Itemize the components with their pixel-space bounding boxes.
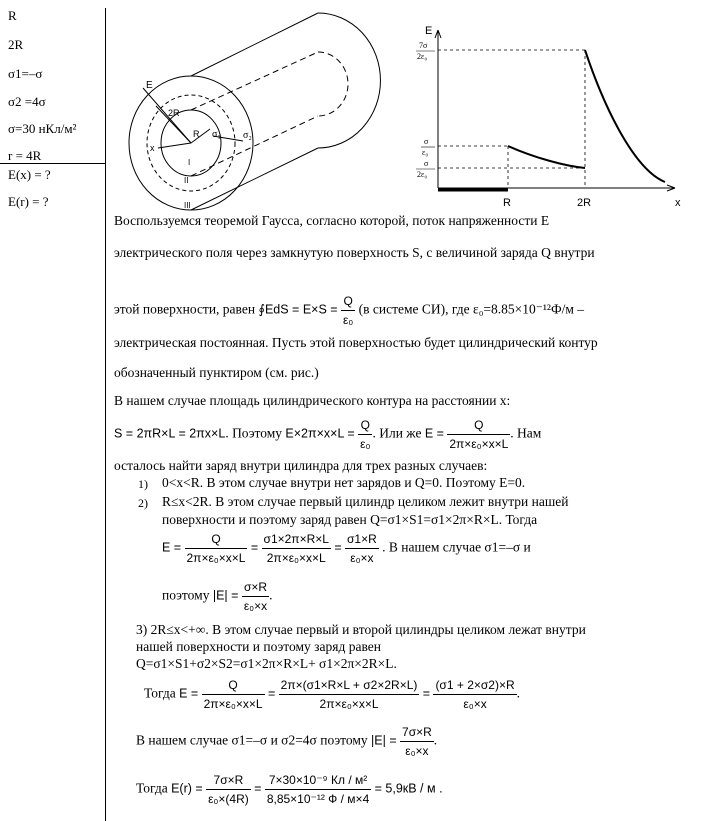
- graph-level-top-num: 7σ: [419, 41, 428, 50]
- graph-level-low-den: 2ε₀: [417, 170, 428, 179]
- case2-line3: E = $\frac{Q}{\text{2π×ε₀×x×L}}$ = $\frac{\sigma 1\times 2\pi\times R\times L}{\text{2π×ε₀×x×L}}$ = $\frac{\sigma 1\times R}{\text{ε₀×x}}$ . В нашем случае σ1=–σ и: [162, 532, 531, 565]
- case3-frac2-den: 2π×ε₀×x×L: [319, 697, 379, 711]
- para1-line5: обозначенный пунктиром (см. рис.): [114, 365, 319, 380]
- field-graph: [405, 20, 705, 210]
- field-fraction: [447, 416, 510, 453]
- fig-label-sigma1: σ₁: [212, 129, 221, 140]
- case2-line4: поэтому |E| = $\frac{\sigma\times R}{\text{ε₀×x}}$ .: [162, 580, 273, 613]
- case3-abs-frac-den: ε₀×x: [405, 744, 429, 758]
- gauss-fraction: [341, 292, 355, 329]
- field-frac-num: Q: [447, 416, 510, 435]
- case2-line3-end: . В нашем случае σ1=–σ и: [382, 539, 531, 555]
- graph-level-top-den: 2ε₀: [417, 52, 428, 61]
- case2-abs-frac-num: σ×R: [242, 578, 269, 597]
- given-r: r = 4R: [8, 148, 42, 163]
- graph-tick-R: R: [503, 197, 511, 209]
- gauss-frac-den: ε₀: [342, 313, 354, 327]
- case2-therefore: поэтому: [162, 587, 210, 603]
- case3-line5: В нашем случае σ1=–σ и σ2=4σ поэтому |E| = $\frac{7\sigma\times R}{\text{ε₀×x}}$ .: [136, 725, 438, 758]
- case3-line1: 3) 2R≤x<+∞. В этом случае первый и второй цилиндры целиком лежат внутри: [136, 622, 586, 637]
- case2-abs-frac-den: ε₀×x: [243, 599, 268, 613]
- para2-line2: [114, 416, 704, 453]
- fig-label-III: III: [184, 201, 191, 210]
- para2-or: . Или же: [372, 425, 422, 441]
- para1-line1: Воспользуемся теоремой Гаусса, согласно которой, поток напряженности E: [114, 213, 550, 228]
- case3-then: Тогда: [144, 685, 176, 701]
- case2-frac1: [185, 530, 248, 567]
- case2-frac1-num: Q: [185, 530, 248, 549]
- case2-line1: R≤x<2R. В этом случае первый цилиндр целиком лежит внутри нашей: [162, 494, 569, 509]
- field-frac-den: 2π×ε₀×x×L: [449, 437, 509, 451]
- area-formula: S = 2πR×L = 2πx×L: [114, 426, 226, 441]
- flux-fraction: [358, 416, 372, 453]
- field-E-label: E =: [424, 426, 444, 441]
- given-sigma1: σ1=–σ: [8, 66, 43, 81]
- fig-label-R: R: [193, 129, 200, 139]
- fig-label-E: E: [146, 80, 153, 91]
- case3-then-final: Тогда: [136, 780, 168, 796]
- para2-because: . Поэтому: [225, 425, 283, 441]
- case2-frac3-den: ε₀×x: [350, 551, 374, 565]
- flux-frac-num: Q: [358, 416, 372, 435]
- cylinder-figure: [118, 8, 398, 213]
- case3-frac3-num: (σ1 + 2×σ2)×R: [433, 676, 516, 695]
- case3-line6: Тогда E(r) = $\frac{7\sigma\times R}{\text{ε₀×(4R)}}$ = $\frac{\text{7×30×10⁻⁹ Кл / м²}}{\text{8,85×10⁻¹² Ф / м×4}}$ = 5,9кВ / м .: [136, 773, 443, 806]
- case3-line4: Тогда E = $\frac{Q}{\text{2π×ε₀×x×L}}$ = $\frac{2\pi\times(\sigma 1\times R\times L + \sigma 2\times 2R\times L)}{\text{2π×ε₀×x×L}}$ = $\frac{(\sigma 1 + 2\times\sigma 2)\times R}{\text{ε₀×x}}$ .: [144, 678, 520, 711]
- case3-E-label: E =: [179, 686, 199, 701]
- case2-E-label: E =: [162, 540, 182, 555]
- final-frac1-num: 7σ×R: [206, 771, 251, 790]
- case1-number: 1): [138, 477, 148, 491]
- graph-level-low-num: σ: [424, 159, 429, 168]
- fig-label-II: II: [184, 176, 189, 185]
- final-frac2-den: 8,85×10⁻¹² Ф / м×4: [266, 792, 370, 806]
- graph-tick-2R: 2R: [577, 197, 592, 209]
- given-R: R: [8, 8, 17, 23]
- case3-frac1-den: 2π×ε₀×x×L: [203, 697, 263, 711]
- case3-line3: Q=σ1×S1+σ2×S2=σ1×2π×R×L+ σ1×2π×2R×L.: [136, 656, 397, 671]
- case2-number: 2): [138, 496, 148, 510]
- fig-label-I: I: [188, 158, 191, 167]
- para1-line4: электрическая постоянная. Пусть этой поверхностью будет цилиндрический контур: [114, 335, 598, 350]
- case3-line2: нашей поверхности и поэтому заряд равен: [136, 639, 381, 654]
- case3-abs-frac-num: 7σ×R: [400, 723, 434, 742]
- case3-frac2: [279, 676, 420, 713]
- case2-frac3: [345, 530, 379, 567]
- case3-frac3: [433, 676, 516, 713]
- case2-frac2: [262, 530, 331, 567]
- para1-line3: [114, 292, 704, 329]
- para2-end: . Нам: [510, 425, 542, 441]
- final-result: = 5,9кВ / м .: [374, 781, 443, 796]
- column-divider: [105, 8, 106, 821]
- fig-label-sigma2: σ₂: [243, 130, 252, 141]
- case2-frac2-den: 2π×ε₀×x×L: [266, 551, 326, 565]
- given-sigma2: σ2 =4σ: [8, 94, 46, 109]
- flux-frac-den: ε₀: [360, 437, 371, 451]
- case2-abs-E: |E| =: [212, 588, 239, 603]
- case2-frac2-num: σ1×2π×R×L: [262, 530, 331, 549]
- find-E-r: E(r) = ?: [8, 194, 49, 209]
- case1-text: 0<x<R. В этом случае внутри нет зарядов и Q=0. Поэтому E=0.: [162, 475, 526, 490]
- gauss-formula: ∮EdS = E×S =: [258, 302, 338, 317]
- given-divider: [0, 163, 106, 164]
- final-frac1-den: ε₀×(4R): [208, 792, 249, 806]
- graph-level-mid-den: ε₀: [422, 148, 429, 157]
- case3-frac2-num: 2π×(σ1×R×L + σ2×2R×L): [279, 676, 420, 695]
- case2-line2: поверхности и поэтому заряд равен Q=σ1×S1=σ1×2π×R×L. Тогда: [162, 512, 538, 527]
- case3-in-our-case: В нашем случае σ1=–σ и σ2=4σ поэтому: [136, 732, 368, 748]
- para1-line3-pre: этой поверхности, равен: [114, 301, 256, 317]
- case3-abs-frac: [400, 723, 434, 760]
- find-E-x: E(x) = ?: [8, 167, 51, 182]
- graph-level-mid-num: σ: [424, 137, 429, 146]
- given-2R: 2R: [8, 37, 24, 52]
- case3-frac1-num: Q: [202, 676, 265, 695]
- final-frac1: [206, 771, 251, 808]
- final-frac2-num: 7×30×10⁻⁹ Кл / м²: [265, 771, 371, 790]
- graph-y-axis-label: E: [425, 25, 433, 37]
- final-E-r: E(r) =: [171, 781, 203, 796]
- fig-label-x: x: [150, 143, 155, 153]
- case2-frac1-den: 2π×ε₀×x×L: [186, 551, 246, 565]
- graph-x-axis-label: x: [675, 197, 681, 209]
- para1-line3-post: (в системе СИ), где ε₀=8.85×10⁻¹²Ф/м –: [358, 301, 585, 317]
- case3-abs-E: |E| =: [371, 733, 397, 748]
- given-sigma: σ=30 нКл/м²: [8, 121, 77, 136]
- para1-line2: электрического поля через замкнутую поверхность S, с величиной заряда Q внутри: [114, 245, 595, 260]
- gauss-frac-num: Q: [341, 292, 355, 311]
- para2-line3: осталось найти заряд внутри цилиндра для трех разных случаев:: [114, 458, 488, 473]
- case2-frac3-num: σ1×R: [345, 530, 379, 549]
- case3-frac3-den: ε₀×x: [463, 697, 487, 711]
- para2-line1: В нашем случае площадь цилиндрического контура на расстоянии x:: [114, 393, 511, 408]
- final-frac2: [265, 771, 371, 808]
- flux-formula: E×2π×x×L =: [285, 426, 355, 441]
- case3-frac1: [202, 676, 265, 713]
- fig-label-2R: 2R: [168, 108, 180, 118]
- case2-abs-frac: [242, 578, 269, 615]
